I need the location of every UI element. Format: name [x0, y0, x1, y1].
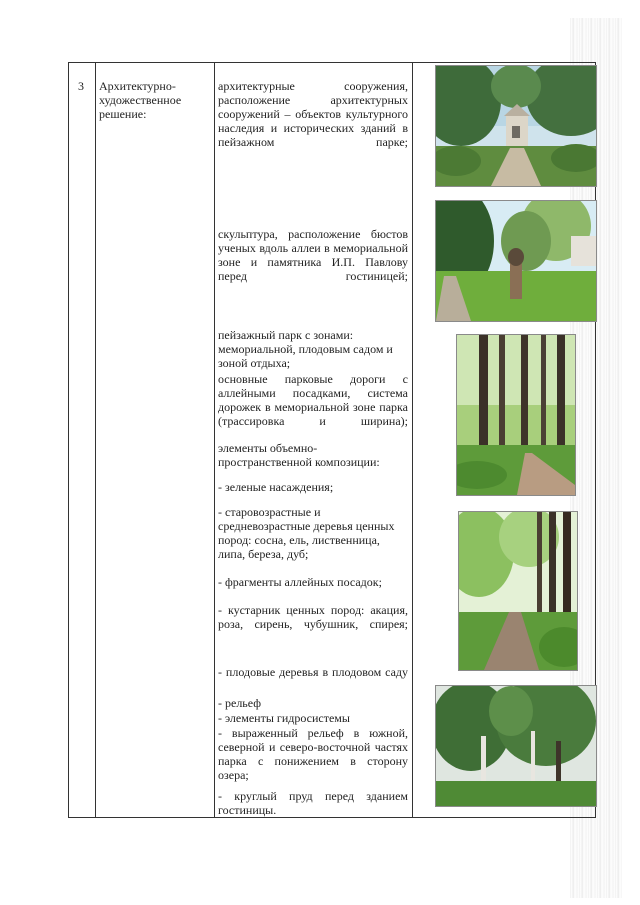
- photo-wide-alley: [458, 511, 578, 671]
- photo-birch-grove: [435, 685, 597, 807]
- description-item: скульптура, расположение бюстов ученых вдоль аллеи в мемориальной зоне и памятника И.П. Павлову перед гостиницей;: [218, 227, 408, 283]
- description-item: - выраженный рельеф в южной, северной и северо-восточной частях парка с понижением в сторону озера;: [218, 726, 408, 782]
- description-item: - фрагменты аллейных посадок;: [218, 575, 382, 589]
- description-item: - элементы гидросистемы: [218, 711, 350, 725]
- column-divider-1: [95, 62, 96, 818]
- description-item: - круглый пруд перед зданием гостиницы.: [218, 789, 408, 817]
- description-item: - плодовые деревья в плодовом саду: [218, 665, 408, 679]
- column-divider-3: [412, 62, 413, 818]
- description-item: пейзажный парк с зонами: мемориальной, плодовым садом и зоной отдыха;: [218, 328, 393, 370]
- description-item: - зеленые насаждения;: [218, 480, 334, 494]
- photo-bust-alley: [435, 200, 597, 322]
- criterion-label: Архитектурно-художественное решение:: [99, 79, 182, 121]
- document-table: [68, 62, 596, 818]
- description-item: - рельеф: [218, 696, 262, 710]
- description-item: элементы объемно-пространственной композиции:: [218, 441, 380, 469]
- description-item: архитектурные сооружения, расположение архитектурных сооружений – объектов культурного наследия и исторических зданий в пейзажном парке;: [218, 79, 408, 149]
- description-item: - старовозрастные и средневозрастные деревья ценных пород: сосна, ель, лиственница, липа, береза, дуб;: [218, 505, 395, 561]
- table-left-border: [68, 62, 69, 818]
- description-item: основные парковые дороги с аллейными посадками, система дорожек в мемориальной зоне парка (трассировка и ширина);: [218, 372, 408, 428]
- column-divider-2: [214, 62, 215, 818]
- row-number: 3: [78, 79, 84, 93]
- table-bottom-border: [68, 817, 596, 818]
- photo-forest-path: [456, 334, 576, 496]
- table-top-border: [68, 62, 596, 63]
- photo-park-building: [435, 65, 597, 187]
- description-item: - кустарник ценных пород: акация, роза, сирень, чубушник, спирея;: [218, 603, 408, 631]
